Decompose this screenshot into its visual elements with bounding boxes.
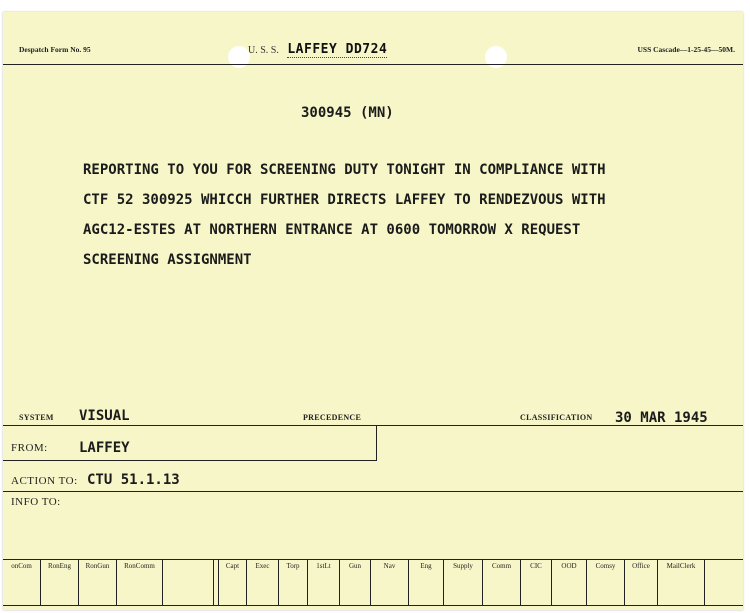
system-label: SYSTEM <box>19 413 54 422</box>
ship-name: LAFFEY DD724 <box>287 42 388 57</box>
action-to-value: CTU 51.1.13 <box>87 472 180 488</box>
routing-cell: MailClerk <box>658 560 705 605</box>
action-row-divider <box>3 491 743 492</box>
ship-designation <box>248 42 387 57</box>
from-row-divider <box>3 460 377 461</box>
classification-label: CLASSIFICATION <box>520 413 593 422</box>
info-to-label: INFO TO: <box>11 496 61 508</box>
ship-prefix: U. S. S. <box>248 45 279 56</box>
printing-info: USS Cascade—1-25-45—50M. <box>637 45 735 54</box>
routing-strip <box>3 559 743 606</box>
date-time-group: 300945 (MN) <box>301 105 394 121</box>
routing-cell: Capt <box>219 560 247 605</box>
routing-cell: Comsy <box>587 560 625 605</box>
routing-cell: Nav <box>371 560 409 605</box>
message-line: CTF 52 300925 WHICCH FURTHER DIRECTS LAFFEY TO RENDEZVOUS WITH <box>83 192 606 208</box>
routing-cell: 1stLt <box>308 560 340 605</box>
despatch-form <box>3 12 743 610</box>
from-box-edge <box>376 426 377 461</box>
routing-cell: Eng <box>409 560 444 605</box>
from-label: FROM: <box>11 442 48 454</box>
routing-cell <box>163 560 214 605</box>
routing-cell: RonComm <box>117 560 163 605</box>
system-value: VISUAL <box>79 408 130 424</box>
routing-cell: Gun <box>340 560 371 605</box>
system-row-divider <box>3 425 743 426</box>
routing-cell: Torp <box>279 560 308 605</box>
classification-value: 30 MAR 1945 <box>615 410 708 426</box>
from-value: LAFFEY <box>79 440 130 456</box>
header-divider <box>3 64 743 65</box>
message-line: REPORTING TO YOU FOR SCREENING DUTY TONIGHT IN COMPLIANCE WITH <box>83 162 606 178</box>
routing-cell: OOD <box>552 560 587 605</box>
routing-cell: Comm <box>483 560 521 605</box>
routing-cell: Office <box>625 560 658 605</box>
routing-cell: Supply <box>444 560 483 605</box>
message-line: AGC12-ESTES AT NORTHERN ENTRANCE AT 0600 TOMORROW X REQUEST <box>83 222 581 238</box>
routing-cell: RonEng <box>41 560 79 605</box>
routing-cell: onCom <box>3 560 41 605</box>
routing-cell: RonGun <box>79 560 117 605</box>
routing-cell: Exec <box>247 560 279 605</box>
action-to-label: ACTION TO: <box>11 475 78 487</box>
precedence-label: PRECEDENCE <box>303 413 362 422</box>
message-body <box>83 155 723 275</box>
form-number: Despatch Form No. 95 <box>19 45 91 54</box>
routing-cell: CIC <box>521 560 552 605</box>
message-line: SCREENING ASSIGNMENT <box>83 252 252 268</box>
